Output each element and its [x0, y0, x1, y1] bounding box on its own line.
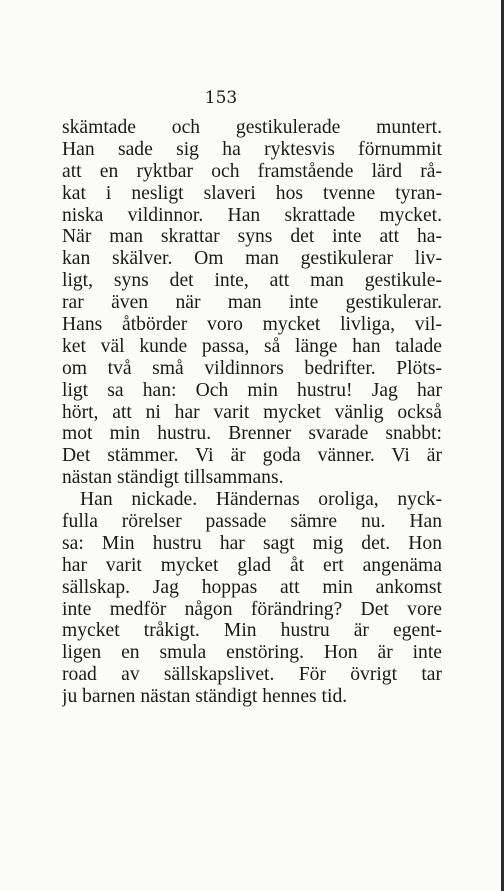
text-line: mot min hustru. Brenner svarade snabbt: — [62, 423, 442, 445]
text-line: Hans åtbörder voro mycket livliga, vil- — [62, 314, 442, 336]
text-line: ju barnen nästan ständigt hennes tid. — [62, 686, 348, 708]
text-line: att en ryktbar och framstående lärd rå- — [62, 160, 442, 182]
text-line: ket väl kunde passa, så länge han talade — [62, 335, 442, 357]
text-line: ligt sa han: Och min hustru! Jag har — [62, 379, 442, 401]
page-number: 153 — [204, 88, 238, 108]
text-line: fulla rörelser passade sämre nu. Han — [62, 511, 442, 533]
text-line: mycket tråkigt. Min hustru är egent- — [62, 620, 442, 642]
paragraph-1 — [62, 117, 442, 489]
text-line: Det stämmer. Vi är goda vänner. Vi är — [62, 445, 442, 467]
text-line: nästan ständigt tillsammans. — [62, 467, 284, 489]
text-line: ligt, syns det inte, att man gestikule- — [62, 270, 442, 292]
text-line: kan skälver. Om man gestikulerar liv- — [62, 248, 442, 270]
text-line: inte medför någon förändring? Det vore — [62, 598, 442, 620]
text-line: När man skrattar syns det inte att ha- — [62, 226, 442, 248]
text-line: kat i nesligt slaveri hos tvenne tyran- — [62, 182, 442, 204]
text-line: sällskap. Jag hoppas att min ankomst — [62, 576, 442, 598]
text-line: ligen en smula enstöring. Hon är inte — [62, 642, 442, 664]
text-line: road av sällskapslivet. För övrigt tar — [62, 664, 442, 686]
paragraph-2 — [62, 489, 442, 708]
text-line: om två små vildinnors bedrifter. Plöts- — [62, 357, 442, 379]
body-text — [62, 117, 442, 708]
text-line: rar även när man inte gestikulerar. — [62, 292, 442, 314]
text-line: sa: Min hustru har sagt mig det. Hon — [62, 532, 442, 554]
text-line: hört, att ni har varit mycket vänlig också — [62, 401, 442, 423]
text-line: skämtade och gestikulerade muntert. — [62, 117, 442, 138]
text-line: niska vildinnor. Han skrattade mycket. — [62, 204, 442, 226]
text-line: har varit mycket glad åt ert angenäma — [62, 554, 442, 576]
text-line: Han sade sig ha ryktesvis förnummit — [62, 138, 442, 160]
text-line: Han nickade. Händernas oroliga, nyck- — [80, 489, 442, 511]
